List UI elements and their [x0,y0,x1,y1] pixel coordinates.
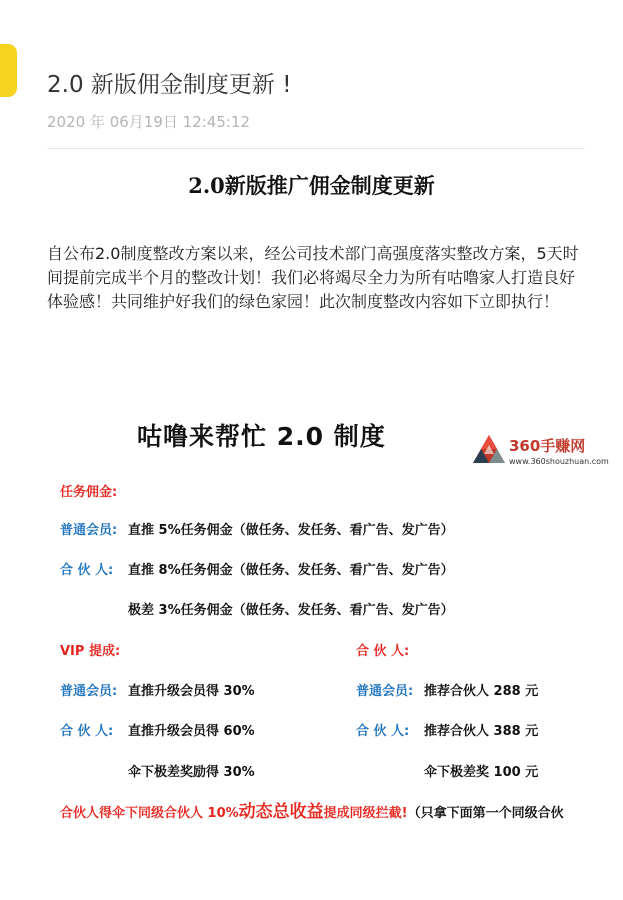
watermark-url: www.360shouzhuan.com [509,457,609,466]
post-title: 2.0 新版佣金制度更新 ! [47,72,292,98]
vip-commission-heading: VIP 提成: [60,644,121,659]
partner-partner-label: 合 伙 人: [356,724,410,739]
task-commission-heading: 任务佣金: [60,485,118,500]
task-partner-text-1: 直推 8%任务佣金（做任务、发任务、看广告、发广告） [128,563,454,578]
task-partner-label: 合 伙 人: [60,563,114,578]
vip-partner-text-1: 直推升级会员得 60% [128,724,255,739]
partner-member-text: 推荐合伙人 288 元 [424,684,539,699]
partner-reward-heading: 合 伙 人: [356,644,410,659]
vip-member-label: 普通会员: [60,684,118,699]
partner-partner-text-1: 推荐合伙人 388 元 [424,724,539,739]
task-member-text: 直推 5%任务佣金（做任务、发任务、看广告、发广告） [128,523,454,538]
article-heading: 2.0新版推广佣金制度更新 [188,173,435,198]
partner-member-label: 普通会员: [356,684,414,699]
poster-footer-line [60,797,600,822]
poster-title: 咕噜来帮忙 2.0 制度 [137,422,386,451]
watermark [472,433,609,473]
watermark-text: 360手赚网 [509,437,586,455]
divider [47,148,585,149]
task-partner-text-2: 极差 3%任务佣金（做任务、发任务、看广告、发广告） [128,603,454,618]
partner-partner-text-2: 伞下极差奖 100 元 [424,765,539,780]
vip-member-text: 直推升级会员得 30% [128,684,255,699]
task-member-label: 普通会员: [60,523,118,538]
footer-part-4: （只拿下面第一个同级合伙 [407,806,564,821]
vip-partner-label: 合 伙 人: [60,724,114,739]
article-intro: 自公布2.0制度整改方案以来，经公司技术部门高强度落实整改方案，5天时间提前完成半个月的整改计划！我们必将竭尽全力为所有咕噜家人打造良好体验感！共同维护好我们的绿色家园！此次制度整改内容如下立即执行！ [47,244,579,311]
post-date: 2020 年 06月19日 12:45:12 [47,113,251,131]
side-tab[interactable] [0,44,17,97]
vip-partner-text-2: 伞下极差奖励得 30% [128,765,255,780]
footer-part-3: 提成同级拦截! [323,806,408,821]
footer-part-2: 动态总收益 [238,802,324,822]
watermark-logo-icon [472,433,506,465]
footer-part-1: 合伙人得伞下同级合伙人 10% [60,806,239,821]
commission-poster-image [40,395,609,835]
